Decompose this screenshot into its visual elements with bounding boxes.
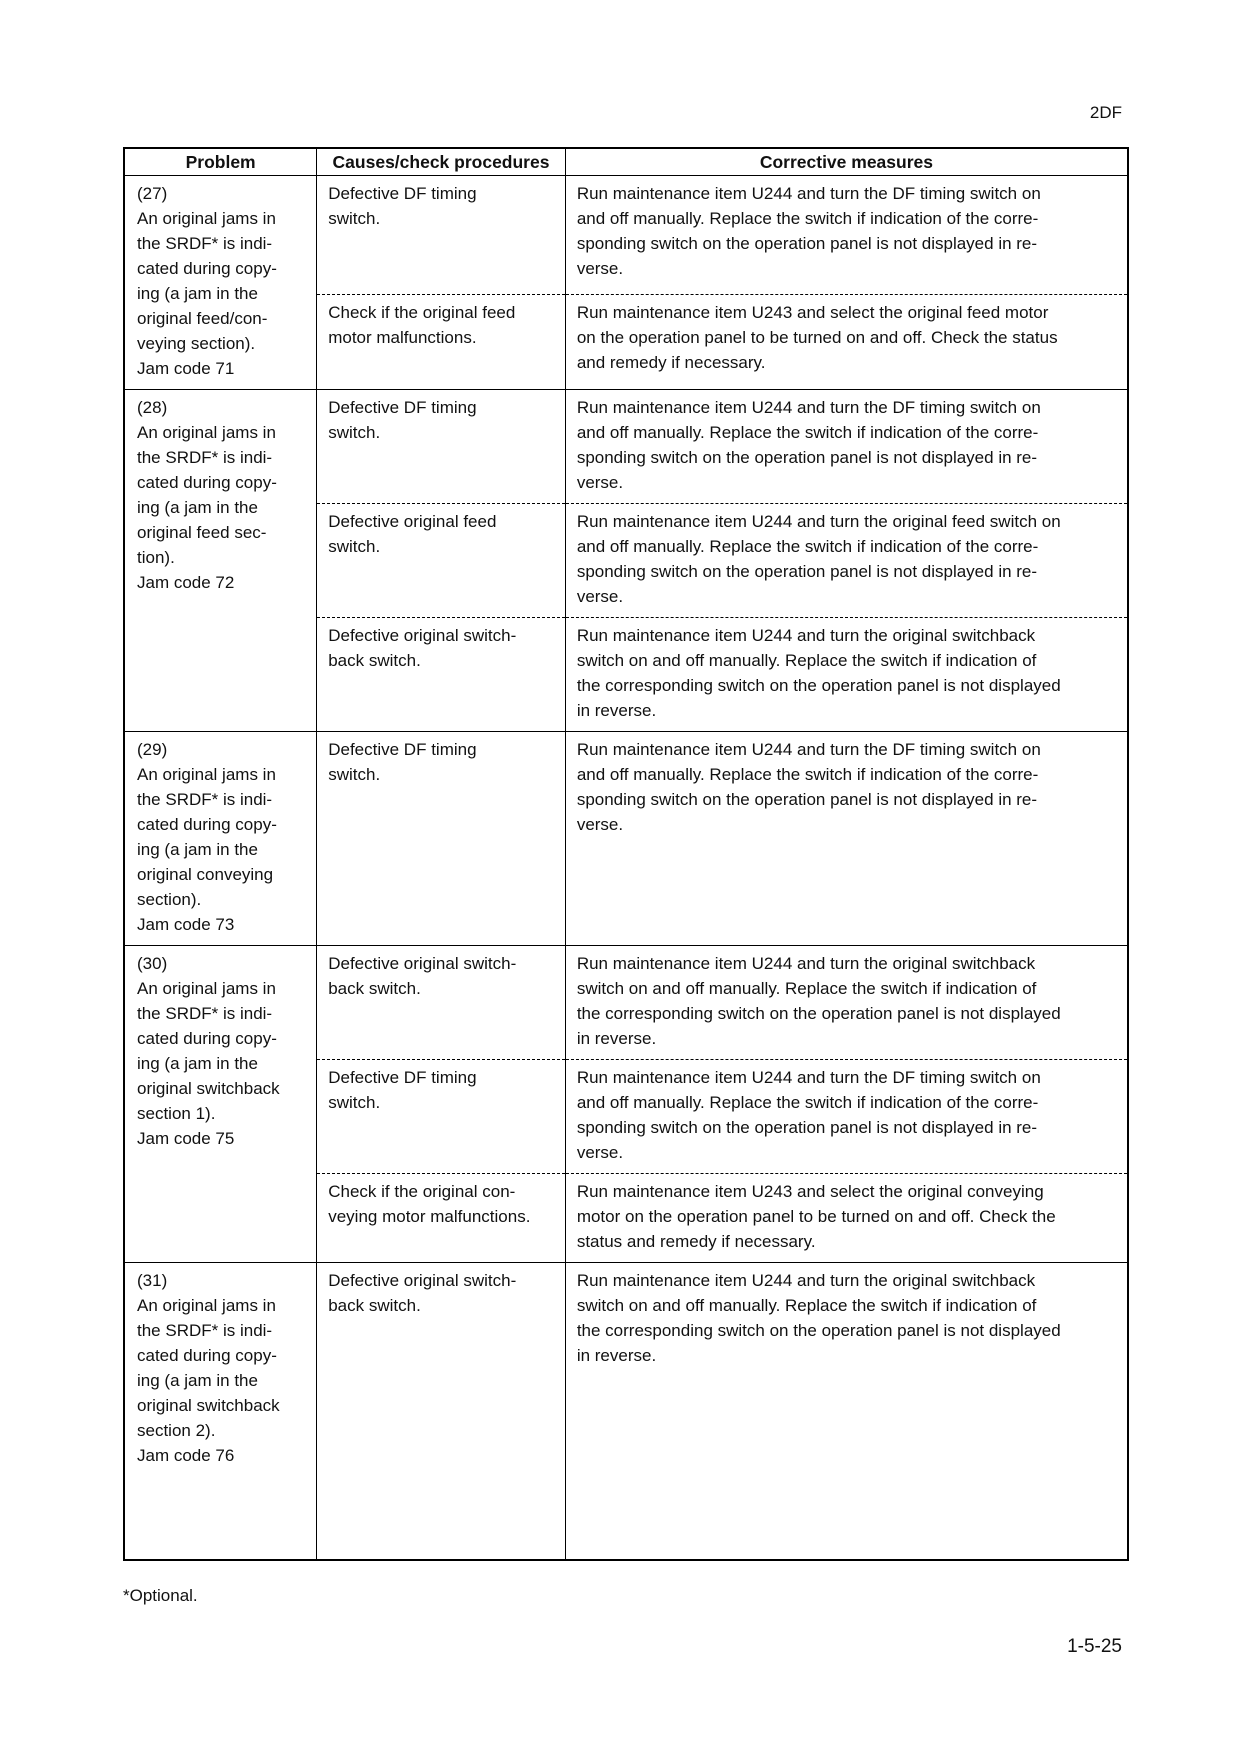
cause-line: switch. bbox=[328, 209, 381, 228]
measure-line: the corresponding switch on the operation panel is not displayed bbox=[576, 1321, 1061, 1340]
column-header-measures: Corrective measures bbox=[565, 148, 1128, 176]
cause-line: Defective DF timing bbox=[328, 184, 477, 203]
problem-line: cated during copy- bbox=[137, 1346, 277, 1365]
measure-line: the corresponding switch on the operation panel is not displayed bbox=[576, 676, 1061, 695]
cause-line: veying motor malfunctions. bbox=[328, 1207, 531, 1226]
cause-cell bbox=[317, 946, 566, 1060]
measure-line: Run maintenance item U244 and turn the DF timing switch on bbox=[576, 1068, 1041, 1087]
measure-line: Run maintenance item U244 and turn the original switchback bbox=[576, 626, 1036, 645]
problem-line: section 1). bbox=[137, 1104, 216, 1123]
measure-cell bbox=[565, 946, 1128, 1060]
problem-line: section 2). bbox=[137, 1421, 216, 1440]
measure-line: switch on and off manually. Replace the switch if indication of bbox=[576, 1296, 1037, 1315]
problem-line: An original jams in bbox=[137, 765, 276, 784]
measure-line: the corresponding switch on the operation panel is not displayed bbox=[576, 1004, 1061, 1023]
measure-line: sponding switch on the operation panel is not displayed in re- bbox=[576, 234, 1038, 253]
cause-line: switch. bbox=[328, 423, 381, 442]
table-row bbox=[124, 946, 1128, 1060]
problem-line: the SRDF* is indi- bbox=[137, 1004, 273, 1023]
measure-line: sponding switch on the operation panel is not displayed in re- bbox=[576, 448, 1038, 467]
problem-line: Jam code 76 bbox=[137, 1446, 235, 1465]
cause-line: Defective DF timing bbox=[328, 1068, 477, 1087]
problem-line: ing (a jam in the bbox=[137, 1371, 258, 1390]
cause-line: switch. bbox=[328, 537, 381, 556]
header-code: 2DF bbox=[1089, 103, 1122, 122]
measure-cell bbox=[565, 1060, 1128, 1174]
cause-line: Check if the original feed bbox=[328, 303, 516, 322]
column-header-problem: Problem bbox=[124, 148, 317, 176]
measure-line: and off manually. Replace the switch if indication of the corre- bbox=[576, 423, 1039, 442]
cause-line: Defective DF timing bbox=[328, 398, 477, 417]
problem-line: original switchback bbox=[137, 1079, 280, 1098]
cause-line: motor malfunctions. bbox=[328, 328, 477, 347]
problem-line: veying section). bbox=[137, 334, 256, 353]
measure-line: switch on and off manually. Replace the switch if indication of bbox=[576, 651, 1037, 670]
cause-line: Defective original switch- bbox=[328, 1271, 517, 1290]
measure-line: Run maintenance item U243 and select the original conveying bbox=[576, 1182, 1044, 1201]
cause-line: back switch. bbox=[328, 1296, 421, 1315]
measure-line: sponding switch on the operation panel is not displayed in re- bbox=[576, 1118, 1038, 1137]
problem-line: (29) bbox=[137, 740, 168, 759]
problem-line: Jam code 73 bbox=[137, 915, 235, 934]
measure-line: in reverse. bbox=[576, 701, 657, 720]
measure-line: verse. bbox=[576, 815, 624, 834]
problem-line: (28) bbox=[137, 398, 168, 417]
table-row bbox=[124, 732, 1128, 946]
measure-cell bbox=[565, 176, 1128, 295]
problem-line: the SRDF* is indi- bbox=[137, 1321, 273, 1340]
measure-cell bbox=[565, 1263, 1128, 1561]
cause-line: switch. bbox=[328, 1093, 381, 1112]
problem-line: An original jams in bbox=[137, 423, 276, 442]
page-number: 1-5-25 bbox=[1067, 1636, 1122, 1657]
problem-line: original switchback bbox=[137, 1396, 280, 1415]
measure-line: verse. bbox=[576, 259, 624, 278]
cause-line: Defective DF timing bbox=[328, 740, 477, 759]
measure-line: Run maintenance item U244 and turn the original switchback bbox=[576, 954, 1036, 973]
problem-line: cated during copy- bbox=[137, 815, 277, 834]
problem-line: Jam code 72 bbox=[137, 573, 235, 592]
measure-line: verse. bbox=[576, 587, 624, 606]
problem-line: original feed sec- bbox=[137, 523, 267, 542]
measure-line: and off manually. Replace the switch if indication of the corre- bbox=[576, 765, 1039, 784]
cause-cell bbox=[317, 732, 566, 946]
measure-line: motor on the operation panel to be turned on and off. Check the bbox=[576, 1207, 1056, 1226]
measure-line: Run maintenance item U244 and turn the original switchback bbox=[576, 1271, 1036, 1290]
measure-line: in reverse. bbox=[576, 1346, 657, 1365]
measure-line: Run maintenance item U244 and turn the DF timing switch on bbox=[576, 398, 1041, 417]
measure-line: and off manually. Replace the switch if indication of the corre- bbox=[576, 537, 1039, 556]
problem-line: original feed/con- bbox=[137, 309, 268, 328]
problem-line: Jam code 75 bbox=[137, 1129, 235, 1148]
cause-line: back switch. bbox=[328, 651, 421, 670]
problem-line: ing (a jam in the bbox=[137, 498, 258, 517]
measure-line: status and remedy if necessary. bbox=[576, 1232, 816, 1251]
measure-cell bbox=[565, 618, 1128, 732]
measure-line: verse. bbox=[576, 473, 624, 492]
problem-line: An original jams in bbox=[137, 209, 276, 228]
cause-cell bbox=[317, 1263, 566, 1561]
measure-line: Run maintenance item U244 and turn the DF timing switch on bbox=[576, 184, 1041, 203]
problem-line: Jam code 71 bbox=[137, 359, 235, 378]
problem-line: the SRDF* is indi- bbox=[137, 448, 273, 467]
measure-cell bbox=[565, 1174, 1128, 1263]
problem-cell bbox=[124, 946, 317, 1263]
measure-line: verse. bbox=[576, 1143, 624, 1162]
cause-line: Check if the original con- bbox=[328, 1182, 516, 1201]
problem-line: cated during copy- bbox=[137, 473, 277, 492]
cause-cell bbox=[317, 390, 566, 504]
cause-line: back switch. bbox=[328, 979, 421, 998]
problem-line: section). bbox=[137, 890, 202, 909]
problem-line: cated during copy- bbox=[137, 1029, 277, 1048]
measure-cell bbox=[565, 390, 1128, 504]
problem-line: cated during copy- bbox=[137, 259, 277, 278]
problem-line: (27) bbox=[137, 184, 168, 203]
measure-line: on the operation panel to be turned on and off. Check the status bbox=[576, 328, 1058, 347]
cause-cell bbox=[317, 1060, 566, 1174]
cause-cell bbox=[317, 504, 566, 618]
cause-line: switch. bbox=[328, 765, 381, 784]
problem-line: (31) bbox=[137, 1271, 168, 1290]
measure-line: and remedy if necessary. bbox=[576, 353, 766, 372]
cause-cell bbox=[317, 618, 566, 732]
problem-line: An original jams in bbox=[137, 979, 276, 998]
table-body bbox=[124, 176, 1128, 1561]
problem-cell bbox=[124, 1263, 317, 1561]
cause-cell bbox=[317, 176, 566, 295]
cause-cell bbox=[317, 295, 566, 390]
problem-line: original conveying bbox=[137, 865, 274, 884]
problem-line: the SRDF* is indi- bbox=[137, 234, 273, 253]
troubleshooting-table bbox=[123, 147, 1129, 1561]
problem-cell bbox=[124, 390, 317, 732]
table-header-row bbox=[124, 148, 1128, 176]
measure-line: Run maintenance item U244 and turn the DF timing switch on bbox=[576, 740, 1041, 759]
problem-line: An original jams in bbox=[137, 1296, 276, 1315]
problem-line: ing (a jam in the bbox=[137, 284, 258, 303]
table-row bbox=[124, 1263, 1128, 1561]
problem-line: ing (a jam in the bbox=[137, 840, 258, 859]
measure-line: sponding switch on the operation panel is not displayed in re- bbox=[576, 562, 1038, 581]
cause-line: Defective original switch- bbox=[328, 954, 517, 973]
measure-line: switch on and off manually. Replace the switch if indication of bbox=[576, 979, 1037, 998]
cause-line: Defective original switch- bbox=[328, 626, 517, 645]
measure-line: sponding switch on the operation panel is not displayed in re- bbox=[576, 790, 1038, 809]
measure-cell bbox=[565, 295, 1128, 390]
cause-line: Defective original feed bbox=[328, 512, 497, 531]
measure-line: Run maintenance item U244 and turn the original feed switch on bbox=[576, 512, 1061, 531]
problem-cell bbox=[124, 732, 317, 946]
problem-line: tion). bbox=[137, 548, 175, 567]
measure-cell bbox=[565, 504, 1128, 618]
column-header-causes: Causes/check procedures bbox=[317, 148, 566, 176]
measure-cell bbox=[565, 732, 1128, 946]
footnote: *Optional. bbox=[123, 1586, 198, 1605]
measure-line: and off manually. Replace the switch if indication of the corre- bbox=[576, 1093, 1039, 1112]
table-row bbox=[124, 176, 1128, 295]
measure-line: Run maintenance item U243 and select the original feed motor bbox=[576, 303, 1049, 322]
measure-line: and off manually. Replace the switch if indication of the corre- bbox=[576, 209, 1039, 228]
problem-line: (30) bbox=[137, 954, 168, 973]
problem-cell bbox=[124, 176, 317, 390]
problem-line: ing (a jam in the bbox=[137, 1054, 258, 1073]
table-row bbox=[124, 390, 1128, 504]
measure-line: in reverse. bbox=[576, 1029, 657, 1048]
cause-cell bbox=[317, 1174, 566, 1263]
problem-line: the SRDF* is indi- bbox=[137, 790, 273, 809]
